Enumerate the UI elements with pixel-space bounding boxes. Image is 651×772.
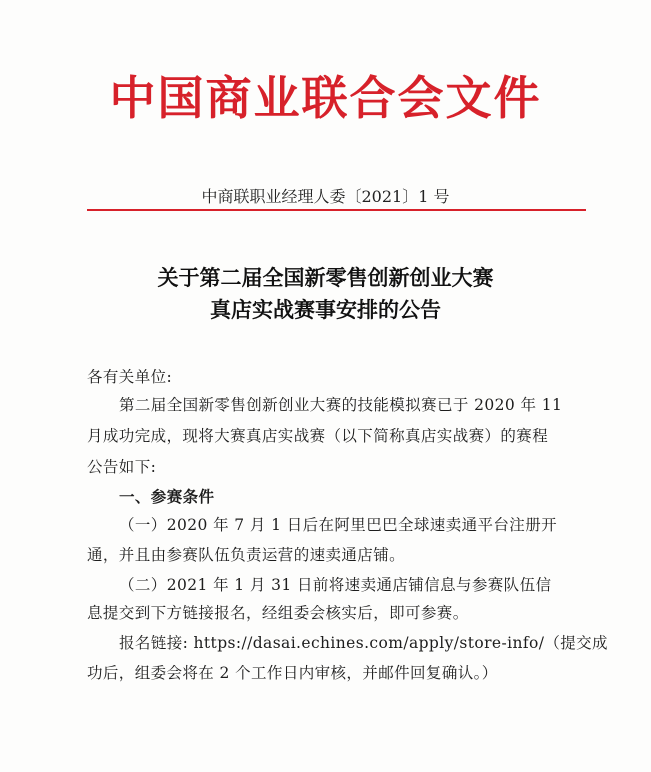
salutation: 各有关单位: [87,368,173,386]
condition-2-line-2: 息提交到下方链接报名，经组委会核实后，即可参赛。 [87,604,469,622]
notice-title-line1: 关于第二届全国新零售创新创业大赛 [157,265,494,290]
condition-2-line-1: （二）2021 年 1 月 31 日前将速卖通店铺信息与参赛队伍信 [119,576,552,594]
condition-1-line-1: （一）2020 年 7 月 1 日后在阿里巴巴全球速卖通平台注册开 [119,516,558,534]
registration-link-line-2: 功后，组委会将在 2 个工作日内审核，并邮件回复确认。） [87,664,498,682]
intro-line-3: 公告如下: [87,458,157,476]
intro-line-1: 第二届全国新零售创新创业大赛的技能模拟赛已于 2020 年 11 [119,396,563,414]
document-number: 中商联职业经理人委〔2021〕1 号 [201,187,450,206]
registration-link-line-1: 报名链接: https://dasai.echines.com/apply/store-info/（提交成 [119,634,608,652]
condition-1-line-2: 通，并且由参赛队伍负责运营的速卖通店铺。 [87,546,406,564]
intro-line-2: 月成功完成，现将大赛真店实战赛（以下简称真店实战赛）的赛程 [87,427,549,445]
notice-title-line2: 真店实战赛事安排的公告 [210,297,441,322]
section-heading: 一、参赛条件 [119,487,215,506]
issuer-header: 中国商业联合会文件 [109,71,542,125]
red-divider [87,209,586,211]
